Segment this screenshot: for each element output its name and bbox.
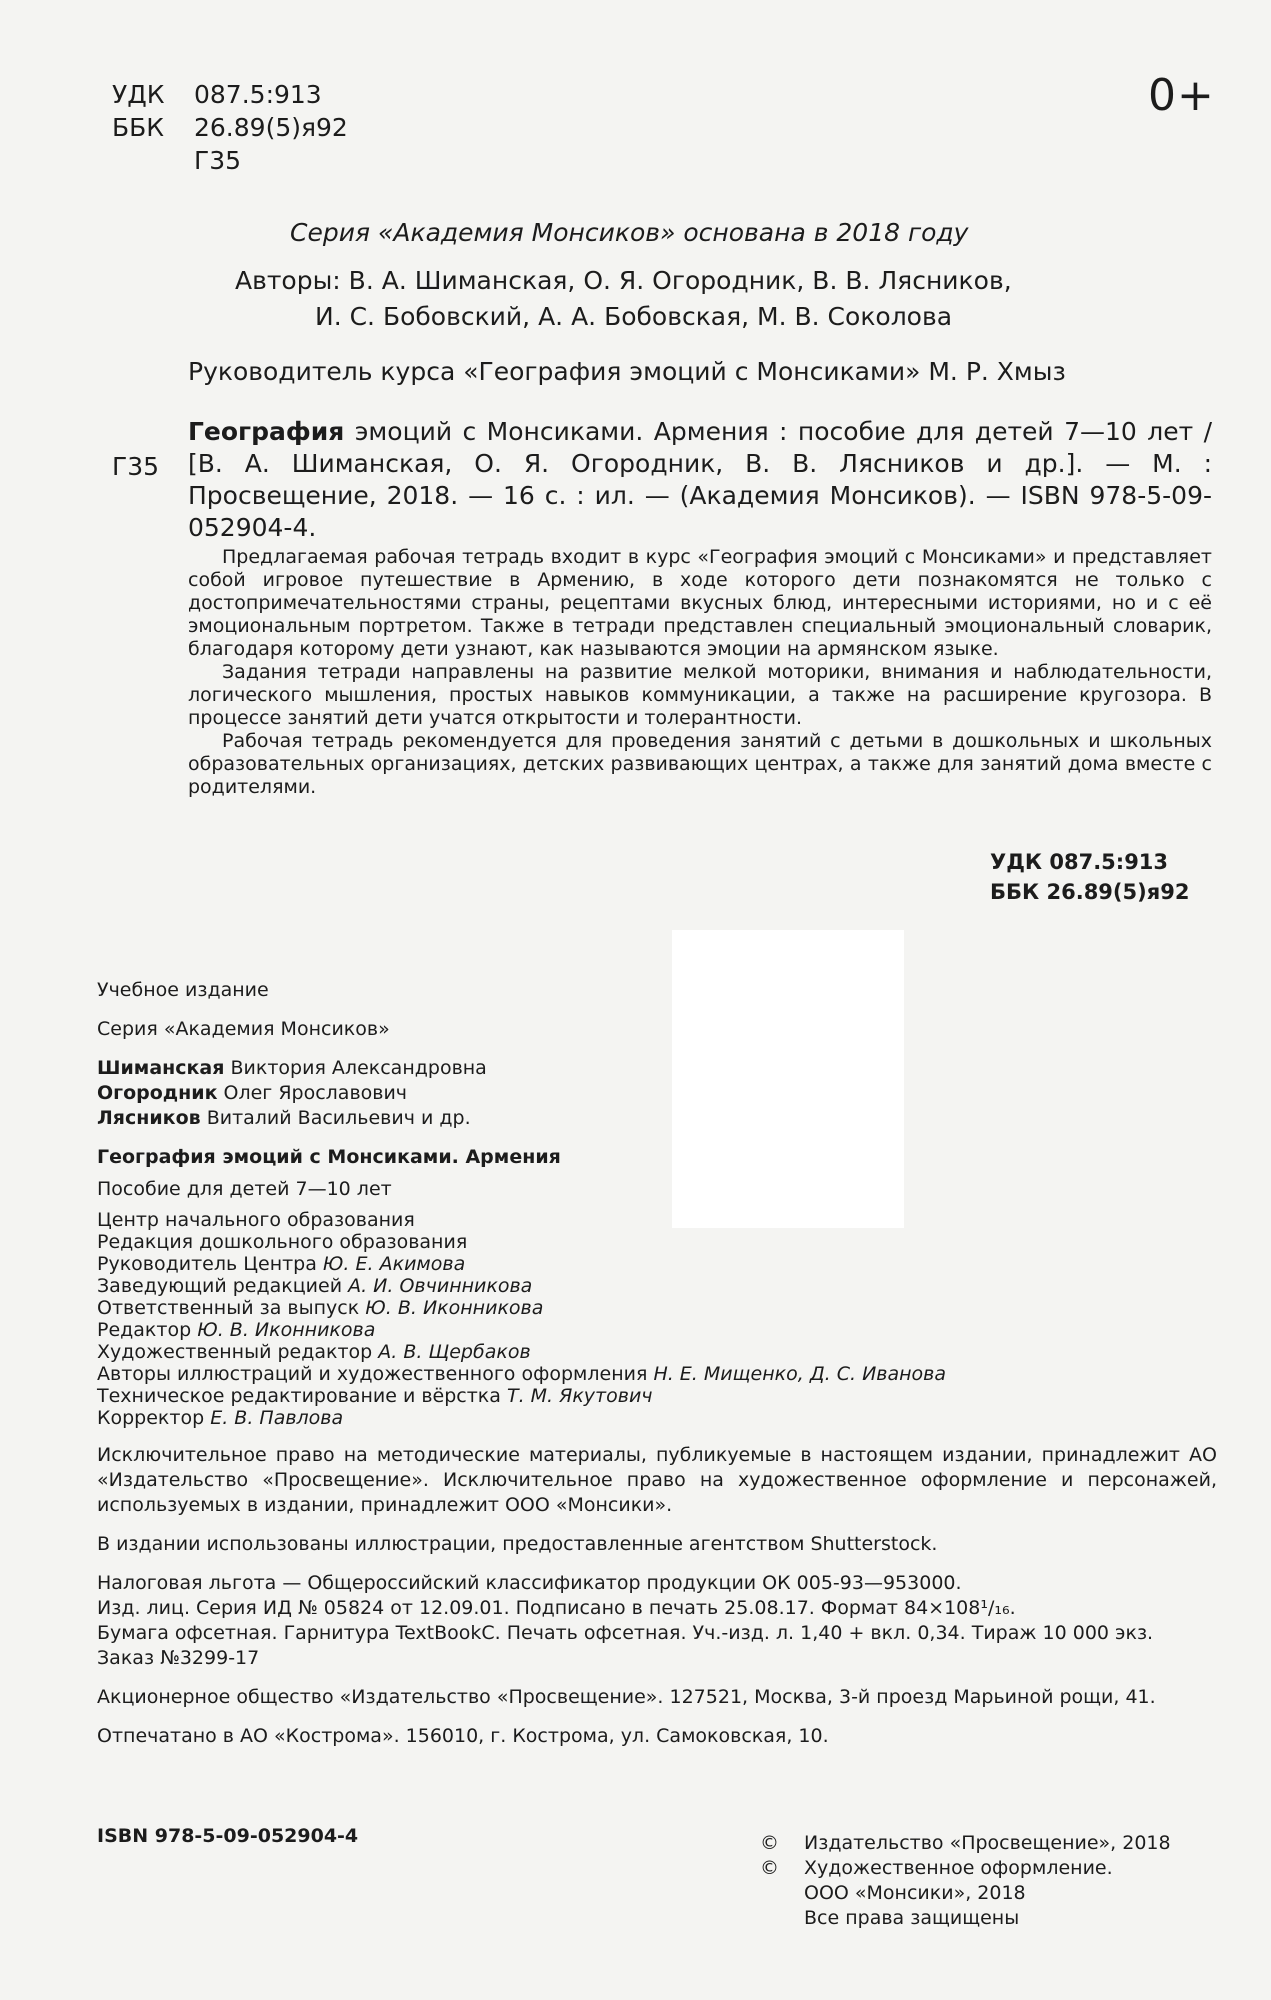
staff-row: Корректор Е. В. Павлова [97,1407,344,1429]
biblio-text: эмоций с Монсиками. Армения : пособие для детей 7—10 лет / [В. А. Шиманская, О. Я. Огородник, В. В. Лясников и др.]. — М. : Просвещение, 2018. — 16 с. : ил. — (Академия Монсиков). — ISBN 978-5-09-052904-4. [188,417,1212,542]
series-note: Серия «Академия Монсиков» основана в 2018 году [290,218,969,247]
annotation-paragraph: Задания тетради направлены на развитие мелкой моторики, внимания и наблюдательности, логического мышления, простых навыков коммуникации, а также на расширение кругозора. В процессе занятий дети учатся открытости и толерантности. [188,661,1212,729]
imprint-author-name: Огородник Олег Ярославович [97,1082,408,1104]
course-head: Руководитель курса «География эмоций с Монсиками» М. Р. Хмыз [188,357,1066,386]
biblio-author-mark: Г35 [112,452,160,481]
printer-address: Отпечатано в АО «Кострома». 156010, г. Кострома, ул. Самоковская, 10. [97,1725,829,1747]
bbk-label: ББК [112,113,165,142]
imprint-series: Серия «Академия Монсиков» [97,1018,390,1040]
classification-codes [112,78,348,177]
annotation [188,546,1212,799]
copyright-symbol: © [760,1832,779,1854]
staff-row: Центр начального образования [97,1209,415,1231]
udk-bottom: УДК 087.5:913 [990,850,1169,874]
udk-value: 087.5:913 [194,80,322,109]
staff-list [97,1209,1217,1429]
print-details: Налоговая льгота — Общероссийский классификатор продукции ОК 005-93—953000. Изд. лиц. Серия ИД № 05824 от 12.09.01. Подписано в печать 25.08.17. Формат 84×108¹/₁₆. Бумага офсетная. Гарнитура TextBookC. Печать офсетная. Уч.-изд. л. 1,40 + вкл. 0,34. Тираж 10 000 экз. Заказ №3299-17 [97,1572,1154,1669]
staff-row: Ответственный за выпуск Ю. В. Иконникова [97,1297,544,1319]
annotation-paragraph: Рабочая тетрадь рекомендуется для проведения занятий с детьми в дошкольных и школьных образовательных организациях, детских развивающих центрах, а также для занятий дома вместе с родителями. [188,730,1212,798]
staff-row: Руководитель Центра Ю. Е. Акимова [97,1253,466,1275]
authors-line-2: И. С. Бобовский, А. А. Бобовская, М. В. Соколова [315,302,953,331]
edition-type: Учебное издание [97,979,269,1001]
author-mark: Г35 [194,146,242,175]
staff-row: Редактор Ю. В. Иконникова [97,1319,376,1341]
staff-row: Техническое редактирование и вёрстка Т. М. Якутович [97,1385,653,1407]
isbn-bottom: ISBN 978-5-09-052904-4 [97,1825,359,1847]
illustrations-notice: В издании использованы иллюстрации, предоставленные агентством Shutterstock. [97,1533,938,1555]
annotation-paragraph: Предлагаемая рабочая тетрадь входит в курс «География эмоций с Монсиками» и представляет собой игровое путешествие в Армению, в ходе которого дети познакомятся не только с достопримечательностями страны, рецептами вкусных блюд, интересными историями, но и с её эмоциональным портретом. Также в тетради представлен специальный эмоциональный словарик, благодаря которому дети узнают, как называются эмоции на армянском языке. [188,546,1212,660]
imprint-book-title: География эмоций с Монсиками. Армения [97,1146,561,1168]
udk-label: УДК [112,80,165,109]
age-rating: 0+ [1148,70,1215,121]
copyright-symbol: © [760,1857,779,1879]
imprint [97,978,1217,1749]
bbk-value: 26.89(5)я92 [194,113,348,142]
udk-bbk-bottom [990,847,1189,907]
authors-block [235,263,1012,335]
copyright-block: © Издательство «Просвещение», 2018 © Художественное оформление. ООО «Монсики», 2018 Все права защищены [760,1832,1171,1929]
staff-row: Авторы иллюстраций и художественного оформления Н. Е. Мищенко, Д. С. Иванова [97,1363,947,1385]
publisher-address: Акционерное общество «Издательство «Просвещение». 127521, Москва, 3-й проезд Марьиной рощи, 41. [97,1686,1156,1708]
bibliographic-record [188,416,1212,544]
imprint-audience: Пособие для детей 7—10 лет [97,1178,392,1200]
biblio-title-bold: География [188,417,345,446]
staff-row: Заведующий редакцией А. И. Овчинникова [97,1275,533,1297]
staff-row: Художественный редактор А. В. Щербаков [97,1341,531,1363]
bbk-bottom: ББК 26.89(5)я92 [990,880,1190,904]
imprint-author-name: Лясников Виталий Васильевич и др. [97,1107,471,1129]
imprint-author-name: Шиманская Виктория Александровна [97,1057,487,1079]
rights-notice: Исключительное право на методические материалы, публикуемые в настоящем издании, принадлежит АО «Издательство «Просвещение». Исключительное право на художественное оформление и персонажей, используемых в издании, принадлежит ООО «Монсики». [97,1444,1217,1516]
staff-row: Редакция дошкольного образования [97,1231,468,1253]
authors-line-1: Авторы: В. А. Шиманская, О. Я. Огородник, В. В. Лясников, [235,266,1012,295]
